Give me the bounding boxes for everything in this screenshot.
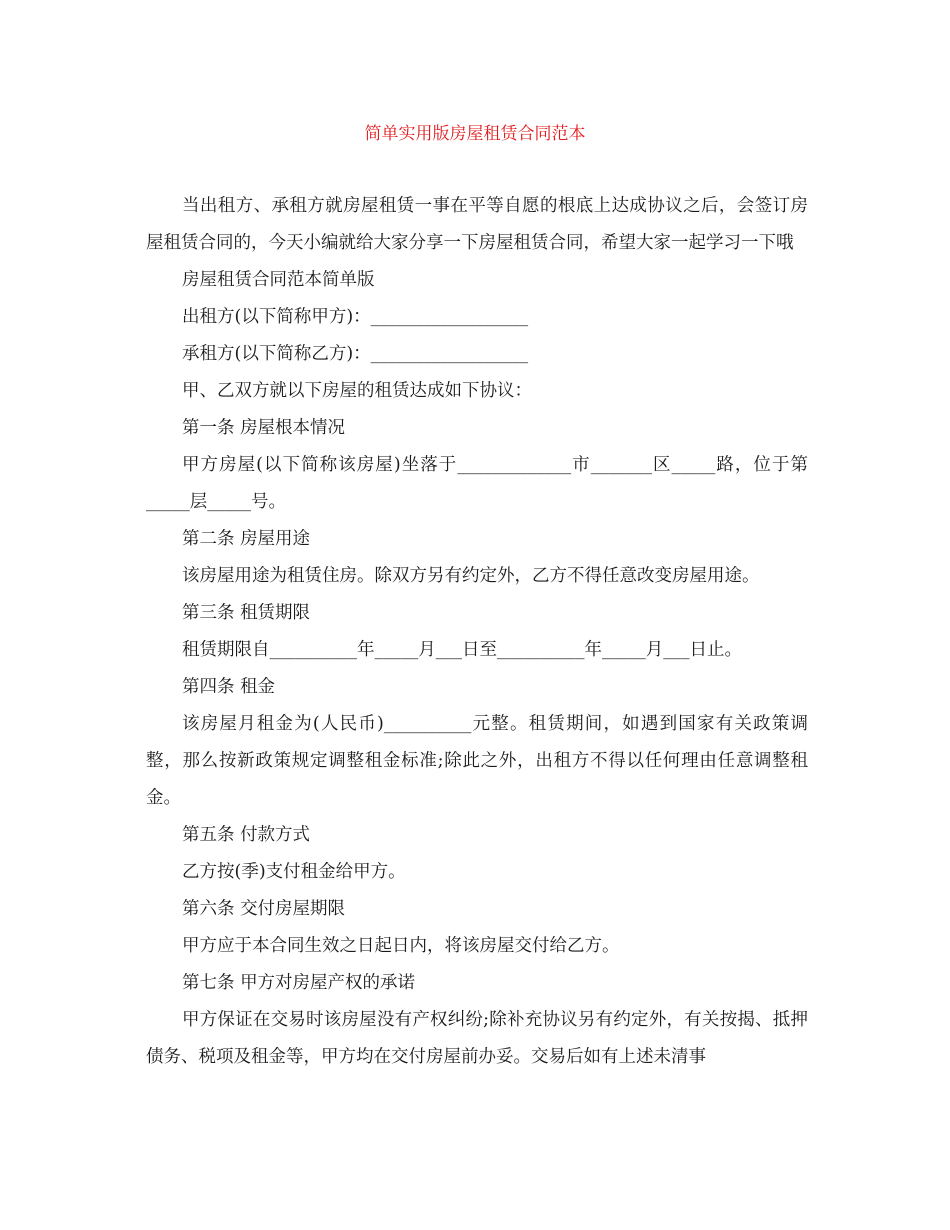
- article-3-text: 租赁期限自__________年_____月___日至__________年_____月___日止。: [182, 640, 742, 660]
- article-4-heading: 第四条 租金: [182, 677, 276, 697]
- paragraph-agreement: 甲、乙双方就以下房屋的租赁达成如下协议：: [182, 381, 532, 401]
- paragraph-intro: 当出租方、承租方就房屋租赁一事在平等自愿的根底上达成协议之后，会签订房屋租赁合同的，今天小编就给大家分享一下房屋租赁合同，希望大家一起学习一下哦: [146, 196, 808, 253]
- article-5-text: 乙方按(季)支付租金给甲方。: [182, 862, 406, 882]
- document-body: [146, 188, 808, 1076]
- article-7-heading: 第七条 甲方对房屋产权的承诺: [182, 973, 416, 993]
- paragraph-lessee: 承租方(以下简称乙方)：__________________: [182, 344, 529, 364]
- article-7-text: 甲方保证在交易时该房屋没有产权纠纷;除补充协议另有约定外，有关按揭、抵押债务、税项及租金等，甲方均在交付房屋前办妥。交易后如有上述未清事: [146, 1010, 808, 1067]
- article-6-heading: 第六条 交付房屋期限: [182, 899, 346, 919]
- article-4-text: 该房屋月租金为(人民币)__________元整。租赁期间，如遇到国家有关政策调整，那么按新政策规定调整租金标准;除此之外，出租方不得以任何理由任意调整租金。: [146, 714, 808, 808]
- paragraph-subtitle: 房屋租赁合同范本简单版: [182, 270, 375, 290]
- article-1-heading: 第一条 房屋根本情况: [182, 418, 346, 438]
- article-5-heading: 第五条 付款方式: [182, 825, 311, 845]
- article-2-heading: 第二条 房屋用途: [182, 529, 311, 549]
- article-1-text: 甲方房屋(以下简称该房屋)坐落于_____________市_______区_____路，位于第_____层_____号。: [146, 455, 808, 512]
- article-2-text: 该房屋用途为租赁住房。除双方另有约定外，乙方不得任意改变房屋用途。: [182, 566, 760, 586]
- article-6-text: 甲方应于本合同生效之日起日内，将该房屋交付给乙方。: [182, 936, 620, 956]
- article-3-heading: 第三条 租赁期限: [182, 603, 311, 623]
- document-title: 简单实用版房屋租赁合同范本: [364, 124, 586, 144]
- paragraph-lessor: 出租方(以下简称甲方)：__________________: [182, 307, 529, 327]
